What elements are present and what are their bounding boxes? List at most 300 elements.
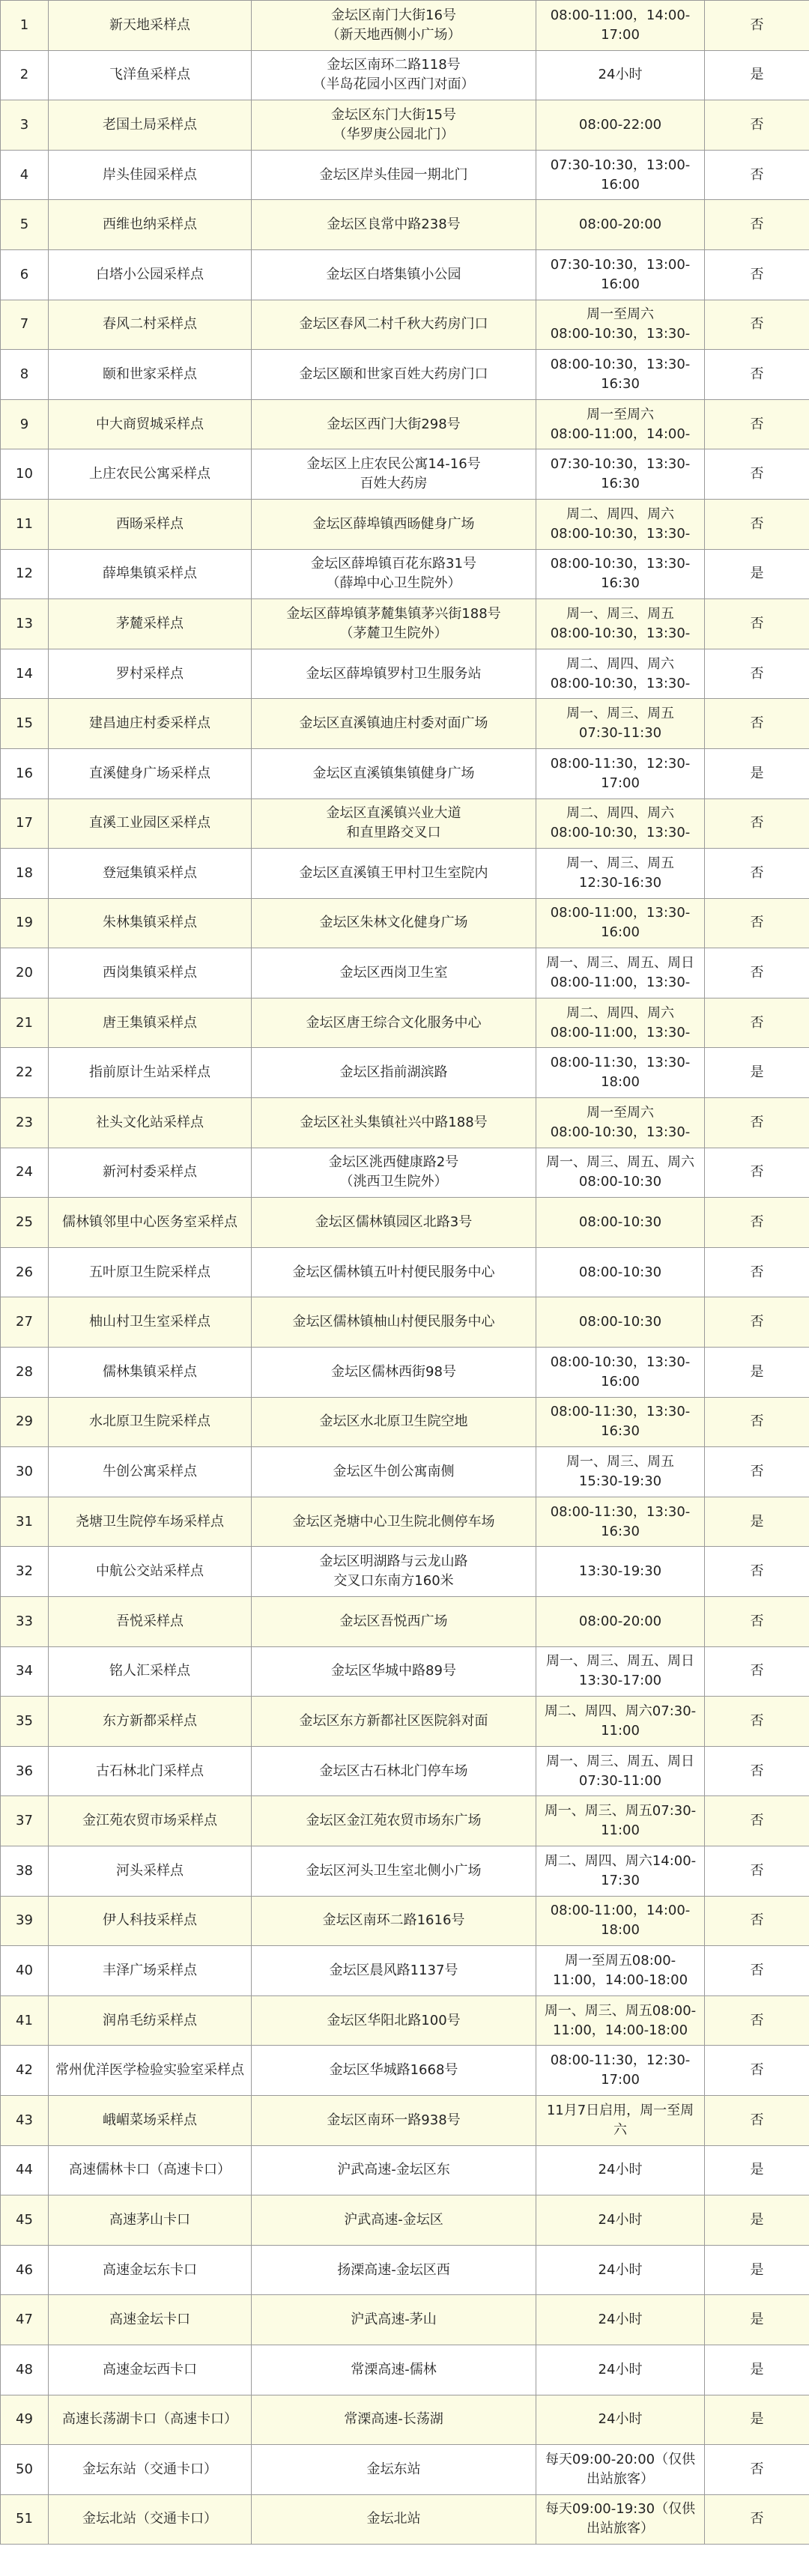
site-address-text: 金坛区晨风路1137号 [329,1962,458,1978]
opening-hours-text: 周二、周四、周六07:30- 11:00 [544,1703,697,1739]
opening-hours-cell [536,798,705,849]
table-row [1,2245,809,2295]
opening-hours-cell [536,2195,705,2246]
site-name-text: 登冠集镇采样点 [103,864,197,881]
site-name-cell [49,1646,252,1697]
site-address-text: 金坛区华阳北路100号 [327,2012,461,2028]
site-name-cell [49,449,252,500]
round-the-clock-flag-text: 是 [750,2261,764,2278]
row-number-cell [1,1098,49,1148]
round-the-clock-flag-text: 是 [750,2361,764,2378]
site-address-cell [252,2095,536,2145]
round-the-clock-flag-cell [705,1946,809,1996]
site-name-text: 高速金坛卡口 [109,2312,190,2328]
site-address-text: 金坛东站 [366,2461,421,2477]
table-row [1,399,809,449]
table-row [1,599,809,649]
row-number-text: 7 [19,316,29,333]
site-address-text: 金坛北站 [366,2511,421,2527]
site-address-cell [252,1,536,51]
site-name-cell [49,1297,252,1348]
opening-hours-cell [536,1447,705,1497]
round-the-clock-flag-cell [705,100,809,151]
round-the-clock-flag-cell [705,1646,809,1697]
opening-hours-text: 周二、周四、周六 08:00-10:30，13:30- [550,655,691,691]
round-the-clock-flag-text: 是 [750,765,764,781]
site-name-text: 峨嵋菜场采样点 [103,2112,197,2128]
opening-hours-text: 周二、周四、周六14:00- 17:30 [544,1852,697,1888]
row-number-cell [1,350,49,400]
opening-hours-text: 08:00-10:30 [578,1264,662,1280]
site-address-cell [252,2295,536,2345]
site-name-text: 尧塘卫生院停车场采样点 [76,1513,224,1530]
site-name-text: 五叶原卫生院采样点 [89,1264,210,1280]
opening-hours-text: 周二、周四、周六 08:00-10:30，13:30- [550,506,691,542]
row-number-cell [1,300,49,350]
site-address-text: 常溧高速-儒林 [351,2361,437,2378]
row-number-text: 8 [19,366,29,382]
opening-hours-cell [536,1846,705,1896]
site-address-cell [252,100,536,151]
table-row [1,2445,809,2495]
site-address-text: 金坛区儒林镇五叶村便民服务中心 [292,1264,495,1280]
site-name-text: 河头采样点 [116,1862,184,1879]
site-address-cell [252,1098,536,1148]
table-row [1,150,809,200]
site-address-cell [252,1796,536,1846]
row-number-text: 41 [16,2012,33,2028]
row-number-cell [1,1896,49,1946]
round-the-clock-flag-cell [705,1,809,51]
opening-hours-cell [536,1148,705,1198]
opening-hours-text: 周一、周三、周五08:00- 11:00，14:00-18:00 [544,2002,697,2038]
opening-hours-cell [536,699,705,749]
round-the-clock-flag-text: 是 [750,2162,764,2178]
site-name-text: 新河村委采样点 [103,1164,197,1181]
round-the-clock-flag-text: 是 [750,1064,764,1081]
site-name-cell [49,1247,252,1297]
site-address-text: 金坛区河头卫生室北侧小广场 [306,1862,482,1879]
site-name-cell [49,249,252,300]
opening-hours-cell [536,249,705,300]
round-the-clock-flag-cell [705,1098,809,1148]
opening-hours-cell [536,1646,705,1697]
opening-hours-text: 08:00-11:00，14:00- 18:00 [550,1903,691,1939]
site-address-cell [252,549,536,599]
row-number-cell [1,2395,49,2445]
round-the-clock-flag-text: 否 [750,1464,764,1480]
round-the-clock-flag-text: 是 [750,67,764,83]
opening-hours-text: 周一、周三、周五、周日 13:30-17:00 [546,1653,694,1689]
row-number-text: 43 [16,2112,33,2128]
table-row [1,1297,809,1348]
site-name-text: 社头文化站采样点 [96,1114,204,1130]
table-row [1,1995,809,2046]
opening-hours-cell [536,1497,705,1547]
row-number-text: 39 [16,1912,33,1929]
site-name-cell [49,1348,252,1398]
site-address-cell [252,249,536,300]
site-name-text: 高速金坛西卡口 [103,2361,197,2378]
opening-hours-cell [536,2245,705,2295]
round-the-clock-flag-cell [705,350,809,400]
table-row [1,1098,809,1148]
site-address-text: 金坛区直溪镇集镇健身广场 [312,765,475,781]
round-the-clock-flag-cell [705,699,809,749]
site-name-text: 常州优洋医学检验实验室采样点 [55,2062,244,2079]
site-address-text: 金坛区良常中路238号 [327,216,461,233]
site-address-cell [252,1247,536,1297]
opening-hours-cell [536,2395,705,2445]
site-name-cell [49,1098,252,1148]
row-number-cell [1,1397,49,1447]
round-the-clock-flag-cell [705,2046,809,2096]
site-address-text: 金坛区颐和世家百姓大药房门口 [299,366,488,382]
round-the-clock-flag-cell [705,399,809,449]
round-the-clock-flag-text: 否 [750,2012,764,2028]
opening-hours-cell [536,1995,705,2046]
round-the-clock-flag-text: 否 [750,1114,764,1130]
site-address-text: 金坛区水北原卫生院空地 [319,1413,468,1430]
round-the-clock-flag-cell [705,1397,809,1447]
round-the-clock-flag-text: 否 [750,1663,764,1679]
site-name-text: 建昌迪庄村委采样点 [89,715,210,732]
site-name-cell [49,549,252,599]
site-address-text: 金坛区上庄农民公寓14-16号 百姓大药房 [306,456,481,492]
opening-hours-cell [536,50,705,100]
site-address-text: 金坛区直溪镇王甲村卫生室院内 [299,864,488,881]
opening-hours-cell [536,1198,705,1248]
site-address-text: 金坛区岸头佳园一期北门 [319,166,468,183]
opening-hours-text: 08:00-11:30，13:30- 16:30 [550,1503,691,1539]
opening-hours-cell [536,1098,705,1148]
opening-hours-cell [536,1,705,51]
round-the-clock-flag-cell [705,798,809,849]
round-the-clock-flag-cell [705,1896,809,1946]
opening-hours-text: 24小时 [598,2261,643,2278]
round-the-clock-flag-text: 否 [750,1613,764,1629]
site-name-cell [49,2145,252,2195]
row-number-cell [1,1198,49,1248]
site-name-cell [49,1896,252,1946]
round-the-clock-flag-text: 是 [750,2211,764,2228]
round-the-clock-flag-text: 否 [750,864,764,881]
round-the-clock-flag-text: 否 [750,1912,764,1929]
site-address-text: 金坛区吾悦西广场 [339,1613,448,1629]
row-number-text: 22 [16,1064,33,1081]
row-number-text: 3 [19,116,29,133]
opening-hours-text: 周一、周三、周五 15:30-19:30 [566,1454,674,1490]
site-name-text: 上庄农民公寓采样点 [89,466,210,482]
site-address-text: 金坛区薛埠镇茅麓集镇茅兴街188号 （茅麓卫生院外） [286,605,501,641]
round-the-clock-flag-text: 否 [750,116,764,133]
round-the-clock-flag-text: 否 [750,615,764,631]
row-number-cell [1,499,49,549]
opening-hours-text: 每天09:00-19:30（仅供 出站旅客） [545,2501,696,2537]
site-name-cell [49,898,252,948]
table-row [1,1896,809,1946]
site-name-text: 金江苑农贸市场采样点 [82,1813,217,1829]
table-row [1,350,809,400]
site-address-text: 金坛区东方新都社区医院斜对面 [299,1712,488,1729]
row-number-text: 20 [16,965,33,981]
site-address-cell [252,1846,536,1896]
round-the-clock-flag-text: 否 [750,2062,764,2079]
site-address-cell [252,1198,536,1248]
site-name-text: 朱林集镇采样点 [103,915,197,931]
site-name-cell [49,300,252,350]
opening-hours-cell [536,1547,705,1597]
table-body [1,1,809,2545]
site-name-text: 直溪健身广场采样点 [89,765,210,781]
opening-hours-cell [536,1247,705,1297]
round-the-clock-flag-cell [705,2345,809,2395]
table-row [1,1397,809,1447]
site-name-cell [49,1946,252,1996]
round-the-clock-flag-cell [705,300,809,350]
row-number-text: 33 [16,1613,33,1629]
site-address-cell [252,798,536,849]
site-name-text: 金坛北站（交通卡口） [82,2511,217,2527]
row-number-text: 23 [16,1114,33,1130]
opening-hours-cell [536,1348,705,1398]
site-address-cell [252,1348,536,1398]
table-row [1,1796,809,1846]
site-name-cell [49,2095,252,2145]
table-row [1,1547,809,1597]
site-address-cell [252,399,536,449]
round-the-clock-flag-text: 否 [750,316,764,333]
row-number-cell [1,948,49,998]
table-row [1,1846,809,1896]
round-the-clock-flag-text: 否 [750,216,764,233]
table-row [1,699,809,749]
round-the-clock-flag-cell [705,1995,809,2046]
opening-hours-cell [536,1397,705,1447]
site-name-text: 白塔小公园采样点 [96,266,204,282]
round-the-clock-flag-cell [705,1497,809,1547]
row-number-text: 34 [16,1663,33,1679]
row-number-text: 9 [19,416,29,432]
site-address-text: 金坛区儒林镇柚山村便民服务中心 [292,1314,495,1330]
row-number-text: 1 [19,16,29,33]
site-name-text: 高速长荡湖卡口（高速卡口） [62,2411,237,2428]
row-number-cell [1,798,49,849]
row-number-text: 46 [16,2261,33,2278]
opening-hours-text: 08:00-10:30，13:30- 16:30 [550,556,691,592]
site-address-text: 金坛区白塔集镇小公园 [326,266,461,282]
site-address-text: 金坛区朱林文化健身广场 [319,915,468,931]
row-number-text: 24 [16,1164,33,1181]
row-number-text: 45 [16,2211,33,2228]
round-the-clock-flag-cell [705,1547,809,1597]
row-number-text: 25 [16,1214,33,1231]
opening-hours-cell [536,948,705,998]
site-name-text: 柚山村卫生室采样点 [89,1314,210,1330]
site-name-cell [49,2445,252,2495]
table-row [1,748,809,798]
table-row [1,1247,809,1297]
site-name-cell [49,1447,252,1497]
row-number-cell [1,1846,49,1896]
site-address-cell [252,1946,536,1996]
table-row [1,200,809,250]
row-number-cell [1,2345,49,2395]
site-address-text: 金坛区南环一路938号 [327,2112,461,2128]
opening-hours-text: 周一、周三、周五、周日 07:30-11:00 [546,1753,694,1789]
site-address-cell [252,2145,536,2195]
row-number-text: 28 [16,1363,33,1380]
site-address-text: 金坛区东门大街15号 （华罗庚公园北门） [331,106,456,142]
site-name-cell [49,1198,252,1248]
site-name-text: 飞洋鱼采样点 [109,67,190,83]
opening-hours-text: 08:00-20:00 [578,216,662,233]
site-name-cell [49,1796,252,1846]
round-the-clock-flag-cell [705,1297,809,1348]
site-name-text: 吾悦采样点 [116,1613,184,1629]
row-number-text: 5 [19,216,29,233]
site-address-cell [252,50,536,100]
table-row [1,2295,809,2345]
site-name-text: 伊人科技采样点 [103,1912,197,1929]
site-address-cell [252,1995,536,2046]
row-number-cell [1,2195,49,2246]
site-address-text: 金坛区社头集镇社兴中路188号 [300,1114,488,1130]
site-address-cell [252,998,536,1048]
row-number-text: 51 [16,2511,33,2527]
round-the-clock-flag-text: 否 [750,1164,764,1181]
opening-hours-text: 07:30-10:30，13:00- 16:00 [550,157,691,193]
table-row [1,1597,809,1647]
round-the-clock-flag-cell [705,200,809,250]
site-address-text: 金坛区儒林西街98号 [331,1363,456,1380]
round-the-clock-flag-cell [705,1247,809,1297]
opening-hours-text: 08:00-11:00，14:00- 17:00 [550,7,691,43]
opening-hours-cell [536,100,705,151]
row-number-text: 6 [19,266,29,282]
site-name-cell [49,499,252,549]
site-name-cell [49,699,252,749]
table-row [1,549,809,599]
site-name-text: 直溪工业园区采样点 [89,815,210,831]
site-address-text: 金坛区唐王综合文化服务中心 [306,1014,482,1031]
table-row [1,1048,809,1098]
site-address-text: 金坛区明湖路与云龙山路 交叉口东南方160米 [319,1554,468,1589]
opening-hours-cell [536,2445,705,2495]
site-address-cell [252,1497,536,1547]
row-number-text: 10 [16,466,33,482]
opening-hours-text: 周一、周三、周五07:30- 11:00 [544,1803,697,1839]
round-the-clock-flag-text: 否 [750,1264,764,1280]
row-number-cell [1,2145,49,2195]
site-address-text: 金坛区金江苑农贸市场东广场 [306,1813,482,1829]
site-name-cell [49,2195,252,2246]
site-address-text: 金坛区牛创公寓南侧 [333,1464,455,1480]
site-name-cell [49,200,252,250]
round-the-clock-flag-cell [705,1697,809,1747]
opening-hours-text: 每天09:00-20:00（仅供 出站旅客） [545,2451,696,2487]
site-address-cell [252,2445,536,2495]
site-address-text: 金坛区尧塘中心卫生院北侧停车场 [292,1513,495,1530]
table-row [1,300,809,350]
round-the-clock-flag-cell [705,1447,809,1497]
opening-hours-text: 08:00-10:30，13:30- 16:00 [550,1354,691,1389]
site-address-cell [252,200,536,250]
round-the-clock-flag-text: 否 [750,1314,764,1330]
row-number-text: 13 [16,615,33,631]
site-name-cell [49,1746,252,1796]
row-number-cell [1,449,49,500]
table-row [1,1447,809,1497]
opening-hours-cell [536,2494,705,2545]
site-address-cell [252,2195,536,2246]
site-address-cell [252,2395,536,2445]
row-number-cell [1,1148,49,1198]
opening-hours-text: 08:00-10:30 [578,1314,662,1330]
round-the-clock-flag-text: 否 [750,1563,764,1580]
site-name-text: 东方新都采样点 [103,1712,197,1729]
round-the-clock-flag-cell [705,898,809,948]
opening-hours-text: 11月7日启用，周一至周六 [546,2102,694,2138]
site-name-text: 罗村采样点 [116,665,184,682]
row-number-cell [1,1597,49,1647]
row-number-text: 14 [16,665,33,682]
round-the-clock-flag-text: 是 [750,2411,764,2428]
table-row [1,998,809,1048]
round-the-clock-flag-cell [705,2195,809,2246]
round-the-clock-flag-text: 否 [750,416,764,432]
opening-hours-cell [536,748,705,798]
table-row [1,499,809,549]
opening-hours-text: 24小时 [598,2312,643,2328]
opening-hours-text: 08:00-22:00 [578,116,662,133]
table-row [1,649,809,699]
row-number-cell [1,2445,49,2495]
round-the-clock-flag-text: 否 [750,1214,764,1231]
site-address-text: 金坛区南环二路118号 （半岛花园小区西门对面） [312,57,475,93]
site-address-cell [252,2494,536,2545]
site-name-cell [49,2046,252,2096]
opening-hours-cell [536,1048,705,1098]
round-the-clock-flag-text: 否 [750,1862,764,1879]
site-name-cell [49,1697,252,1747]
opening-hours-text: 周一至周六 08:00-10:30，13:30- [550,306,691,342]
site-address-cell [252,1597,536,1647]
row-number-cell [1,1746,49,1796]
site-name-cell [49,849,252,899]
row-number-text: 38 [16,1862,33,1879]
round-the-clock-flag-cell [705,849,809,899]
table-row [1,449,809,500]
row-number-text: 32 [16,1563,33,1580]
row-number-cell [1,599,49,649]
round-the-clock-flag-text: 否 [750,915,764,931]
site-name-text: 西维也纳采样点 [103,216,197,233]
row-number-cell [1,1247,49,1297]
table-row [1,2395,809,2445]
opening-hours-cell [536,649,705,699]
table-row [1,1946,809,1996]
row-number-text: 35 [16,1712,33,1729]
opening-hours-text: 08:00-11:30，13:30- 16:30 [550,1404,691,1440]
site-name-cell [49,1397,252,1447]
row-number-cell [1,2046,49,2096]
round-the-clock-flag-cell [705,599,809,649]
row-number-text: 21 [16,1014,33,1031]
opening-hours-text: 周二、周四、周六 08:00-11:00，13:30- [550,1004,691,1040]
site-address-cell [252,1896,536,1946]
round-the-clock-flag-text: 否 [750,1712,764,1729]
